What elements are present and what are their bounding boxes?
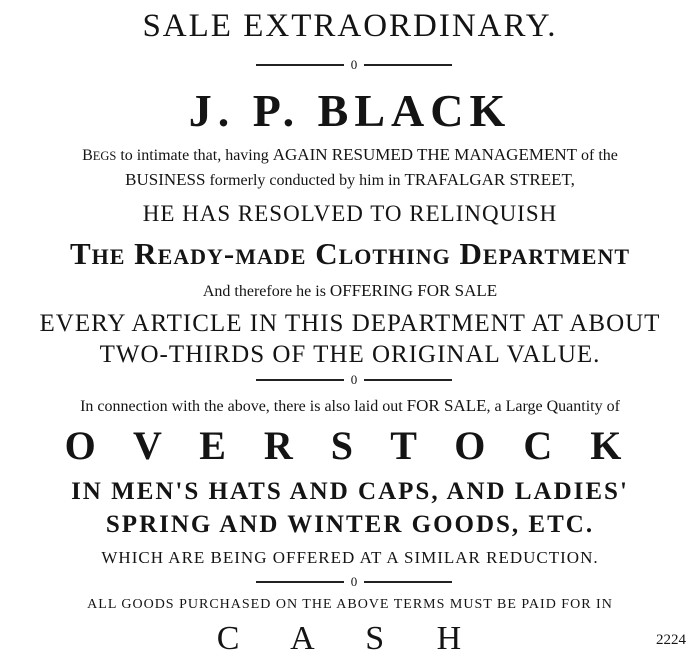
intro-begs-rest: EGS — [92, 149, 117, 163]
intro-text: formerly conducted by him in — [205, 172, 405, 189]
merchant-name: J. P. BLACK — [188, 85, 512, 136]
headline: SALE EXTRAORDINARY. — [142, 8, 558, 44]
connection-text: In connection with the above, there is also laid out — [80, 398, 407, 415]
divider — [256, 58, 452, 72]
two-thirds-line: TWO-THIRDS OF THE ORIGINAL VALUE. — [99, 341, 601, 368]
divider-rule — [364, 379, 452, 381]
connection-text: , a Large Quantity of — [486, 398, 620, 415]
similar-line: WHICH ARE BEING OFFERED AT A SIMILAR REDUCTION. — [101, 548, 599, 567]
every-article-line: EVERY ARTICLE IN THIS DEPARTMENT AT ABOUT — [39, 310, 661, 337]
divider-rule — [364, 64, 452, 66]
divider-mark: 0 — [350, 574, 358, 589]
resolve-line: HE HAS RESOLVED TO RELINQUISH — [142, 201, 558, 226]
offering-text: And therefore he is — [202, 283, 330, 300]
spring-line: SPRING AND WINTER GOODS, ETC. — [105, 511, 595, 538]
overstock-line: O V E R S T O C K — [64, 423, 636, 468]
divider — [256, 575, 452, 589]
connection-emphasis: FOR SALE — [406, 396, 487, 415]
intro-text: of the — [577, 147, 618, 164]
divider — [256, 373, 452, 387]
hats-line: IN MEN'S HATS AND CAPS, AND LADIES' — [71, 478, 629, 505]
intro-begs-initial: B — [82, 147, 93, 164]
divider-mark: 0 — [350, 372, 358, 387]
divider-mark: 0 — [350, 57, 358, 72]
intro-emphasis: TRAFALGAR STREET, — [404, 170, 575, 189]
offering-emphasis: OFFERING FOR SALE — [329, 281, 498, 300]
divider-rule — [256, 379, 344, 381]
intro-text: to intimate that, having — [116, 147, 273, 164]
ad-number: 2224 — [656, 632, 686, 648]
intro-line-1 — [0, 146, 700, 164]
connection-line — [0, 397, 700, 415]
divider-rule — [256, 581, 344, 583]
intro-emphasis: BUSINESS — [125, 170, 206, 189]
intro-line-2 — [0, 171, 700, 189]
cash-line: C A S H — [216, 620, 484, 657]
divider-rule — [256, 64, 344, 66]
department-line: The Ready-made Clothing Department — [69, 236, 631, 271]
all-goods-line: ALL GOODS PURCHASED ON THE ABOVE TERMS MUST BE PAID FOR IN — [87, 597, 613, 612]
divider-rule — [364, 581, 452, 583]
offering-line — [0, 282, 700, 300]
intro-emphasis: AGAIN RESUMED THE MANAGEMENT — [272, 145, 578, 164]
